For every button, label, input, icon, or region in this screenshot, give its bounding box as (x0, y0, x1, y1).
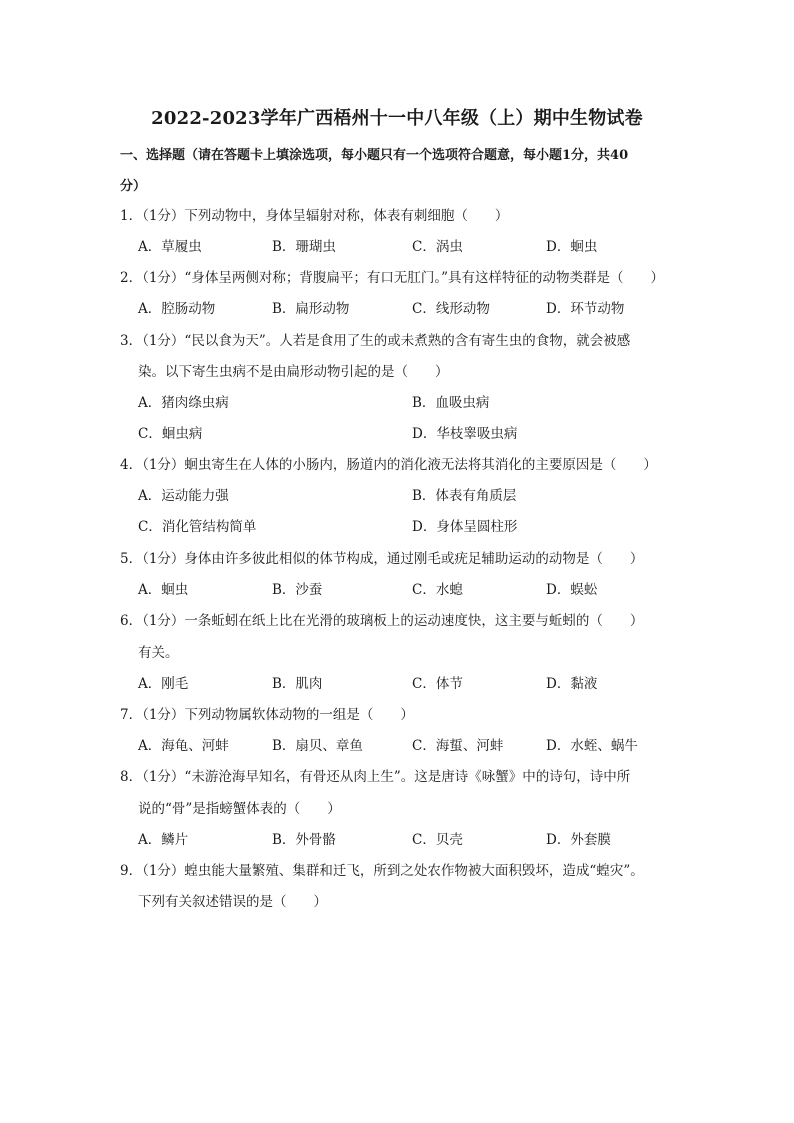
question-8-stem-line-2: 说的“骨”是指螃蟹体表的（ ） (138, 801, 341, 817)
question-3-option-c: C．蛔虫病 (138, 426, 203, 442)
question-9-stem-line-1: 9．（1分）蝗虫能大量繁殖、集群和迁飞，所到之处农作物被大面积毁坏，造成“蝗灾”。 (120, 863, 644, 879)
question-5-stem: 5．（1分）身体由许多彼此相似的体节构成，通过刚毛或疣足辅助运动的动物是（ ） (120, 551, 644, 567)
question-3-option-d: D．华枝睾吸虫病 (412, 426, 518, 442)
question-5-option-b: B．沙蚕 (272, 582, 323, 598)
question-4-option-c: C．消化管结构简单 (138, 519, 257, 535)
question-3-stem-line-2: 染。以下寄生虫病不是由扁形动物引起的是（ ） (138, 364, 449, 380)
question-1-option-c: C．涡虫 (412, 239, 463, 255)
question-3-option-a: A．猪肉绦虫病 (138, 395, 229, 411)
question-5-option-c: C．水螅 (412, 582, 463, 598)
question-8-option-d: D．外套膜 (546, 832, 611, 848)
question-8-option-c: C．贝壳 (412, 832, 463, 848)
question-5-option-a: A．蛔虫 (138, 582, 189, 598)
exam-title: 2022-2023学年广西梧州十一中八年级（上）期中生物试卷 (151, 108, 643, 129)
question-6-option-c: C．体节 (412, 676, 463, 692)
section-heading (120, 140, 680, 202)
question-6-option-a: A．刚毛 (138, 676, 189, 692)
question-4-option-d: D．身体呈圆柱形 (412, 519, 518, 535)
question-1-option-d: D．蛔虫 (546, 239, 598, 255)
question-3-option-b: B．血吸虫病 (412, 395, 490, 411)
question-2-option-a: A．腔肠动物 (138, 301, 216, 317)
question-8-option-a: A．鳞片 (138, 832, 189, 848)
question-6-stem-line-1: 6．（1分）一条蚯蚓在纸上比在光滑的玻璃板上的运动速度快，这主要与蚯蚓的（ ） (120, 613, 644, 629)
section-heading-line-2: 分） (120, 179, 147, 194)
question-7-option-d: D．水蛭、蜗牛 (546, 738, 638, 754)
question-7-option-a: A．海龟、河蚌 (138, 738, 229, 754)
question-4-option-a: A．运动能力强 (138, 488, 229, 504)
question-2-option-c: C．线形动物 (412, 301, 490, 317)
question-5-option-d: D．蜈蚣 (546, 582, 598, 598)
question-4-stem: 4．（1分）蛔虫寄生在人体的小肠内，肠道内的消化液无法将其消化的主要原因是（ ） (120, 457, 657, 473)
question-2-option-d: D．环节动物 (546, 301, 625, 317)
question-2-option-b: B．扁形动物 (272, 301, 350, 317)
section-heading-line-1: 一、选择题（请在答题卡上填涂选项，每小题只有一个选项符合题意，每小题1分，共40 (120, 148, 629, 163)
question-6-stem-line-2: 有关。 (138, 645, 179, 661)
question-3-stem-line-1: 3．（1分）“民以食为天”。人若是食用了生的或未煮熟的含有寄生虫的食物，就会被感 (120, 333, 631, 349)
question-7-option-b: B．扇贝、章鱼 (272, 738, 363, 754)
question-1-option-b: B．珊瑚虫 (272, 239, 336, 255)
question-7-stem: 7．（1分）下列动物属软体动物的一组是（ ） (120, 707, 414, 723)
question-9-stem-line-2: 下列有关叙述错误的是（ ） (138, 894, 327, 910)
question-6-option-b: B．肌肉 (272, 676, 323, 692)
question-1-stem: 1．（1分）下列动物中，身体呈辐射对称，体表有刺细胞（ ） (120, 208, 509, 224)
question-8-stem-line-1: 8．（1分）“未游沧海早知名，有骨还从肉上生”。这是唐诗《咏蟹》中的诗句，诗中所 (120, 769, 631, 785)
question-6-option-d: D．黏液 (546, 676, 598, 692)
question-1-option-a: A．草履虫 (138, 239, 202, 255)
question-2-stem: 2．（1分）“身体呈两侧对称；背腹扁平；有口无肛门。”具有这样特征的动物类群是（ ） (120, 270, 664, 286)
question-4-option-b: B．体表有角质层 (412, 488, 517, 504)
question-8-option-b: B．外骨骼 (272, 832, 336, 848)
question-7-option-c: C．海蜇、河蚌 (412, 738, 504, 754)
